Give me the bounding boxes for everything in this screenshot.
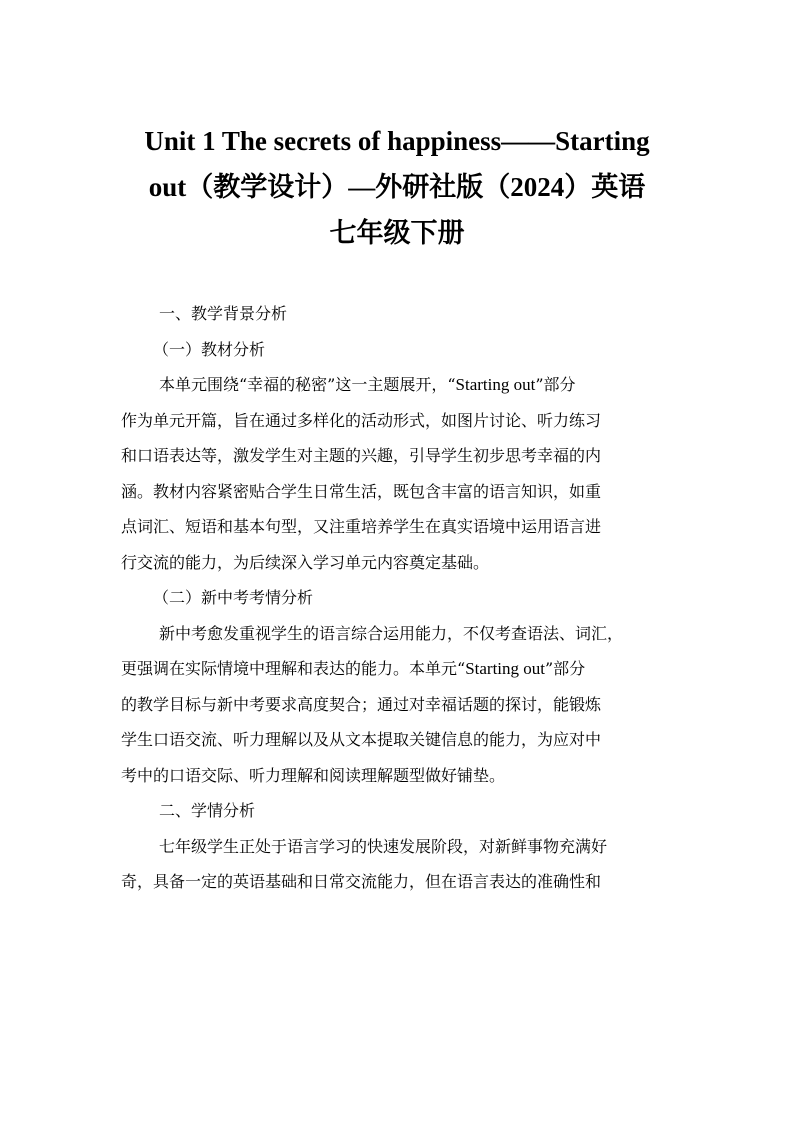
paragraph-line: 和口语表达等，激发学生对主题的兴趣，引导学生初步思考幸福的内 xyxy=(121,446,602,465)
paragraph-line: 的教学目标与新中考要求高度契合；通过对幸福话题的探讨，能锻炼 xyxy=(121,694,602,714)
paragraph-line: 本单元围绕“幸福的秘密”这一主题展开，“Starting out”部分 xyxy=(159,375,576,394)
subsection-heading-text: （一）教材分析 xyxy=(153,339,266,359)
paragraph-line: 考中的口语交际、听力理解和阅读理解题型做好铺垫。 xyxy=(121,765,506,785)
title-line-3: 七年级下册 xyxy=(329,218,465,248)
paragraph-exam-analysis xyxy=(121,616,677,794)
paragraph-line: 学生口语交流、听力理解以及从文本提取关键信息的能力，为应对中 xyxy=(121,730,602,749)
paragraph-student-analysis xyxy=(121,829,677,900)
section-heading-2 xyxy=(121,793,677,829)
title-line-2: out（教学设计）—外研社版（2024）英语 xyxy=(148,172,646,202)
paragraph-line: 行交流的能力，为后续深入学习单元内容奠定基础。 xyxy=(121,552,490,572)
paragraph-line: 奇，具备一定的英语基础和日常交流能力，但在语言表达的准确性和 xyxy=(121,872,602,891)
subsection-heading-text: （二）新中考考情分析 xyxy=(153,588,314,607)
subsection-heading-1-2 xyxy=(121,580,677,616)
paragraph-line: 作为单元开篇，旨在通过多样化的活动形式，如图片讨论、听力练习 xyxy=(121,410,602,430)
section-heading-1 xyxy=(121,296,677,332)
subsection-heading-1-1 xyxy=(121,332,677,368)
paragraph-line: 涵。教材内容紧密贴合学生日常生活，既包含丰富的语言知识，如重 xyxy=(121,481,602,501)
paragraph-textbook-analysis xyxy=(121,367,677,580)
document-title xyxy=(110,118,684,256)
paragraph-line: 点词汇、短语和基本句型，又注重培养学生在真实语境中运用语言进 xyxy=(121,517,602,536)
document-body xyxy=(121,296,677,900)
title-line-1: Unit 1 The secrets of happiness——Starting xyxy=(144,126,650,156)
section-heading-text: 一、教学背景分析 xyxy=(159,304,288,323)
section-heading-text: 二、学情分析 xyxy=(159,801,256,820)
paragraph-line: 新中考愈发重视学生的语言综合运用能力，不仅考查语法、词汇， xyxy=(159,623,624,643)
paragraph-line: 更强调在实际情境中理解和表达的能力。本单元“Starting out”部分 xyxy=(121,659,586,678)
paragraph-line: 七年级学生正处于语言学习的快速发展阶段，对新鲜事物充满好 xyxy=(159,836,608,856)
